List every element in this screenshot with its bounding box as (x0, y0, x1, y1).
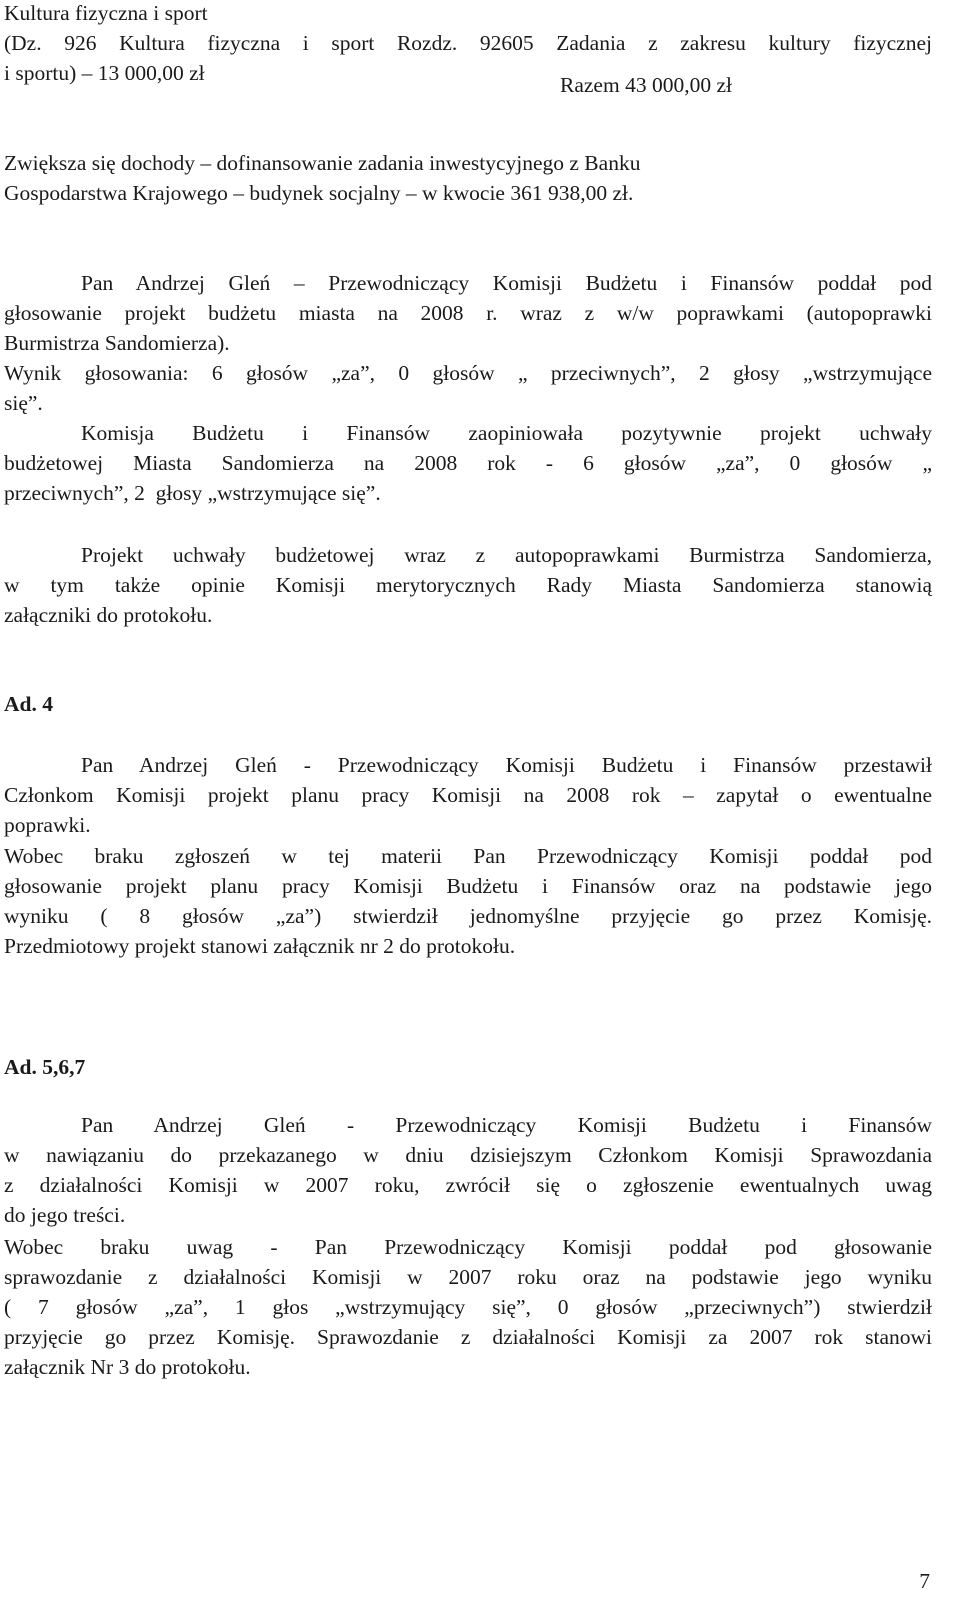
text-line: budżetowej Miasta Sandomierza na 2008 rok - 6 głosów „za”, 0 głosów „ (4, 451, 932, 475)
text-line: załączniki do protokołu. (4, 603, 213, 627)
text-line: sprawozdanie z działalności Komisji w 2007 roku oraz na podstawie jego wyniku (4, 1265, 932, 1289)
text-line: Pan Andrzej Gleń – Przewodniczący Komisji Budżetu i Finansów poddał pod (81, 271, 932, 295)
heading-ad-4: Ad. 4 (4, 692, 53, 716)
text-line: wyniku ( 8 głosów „za”) stwierdził jednomyślne przyjęcie go przez Komisję. (4, 904, 932, 928)
paragraph-projekt-uchwaly (4, 540, 932, 630)
text-line: przyjęcie go przez Komisję. Sprawozdanie z działalności Komisji za 2007 rok stanowi (4, 1325, 932, 1349)
paragraph-ad567-sprawozdanie (4, 1110, 932, 1230)
text-line: się”. (4, 391, 43, 415)
heading-ad-5-6-7: Ad. 5,6,7 (4, 1055, 86, 1079)
text-line: i sportu) – 13 000,00 zł (4, 61, 205, 85)
text-line: Przedmiotowy projekt stanowi załącznik nr 2 do protokołu. (4, 934, 516, 958)
paragraph-glosowanie-budzetu (4, 268, 932, 418)
text-line: Burmistrza Sandomierza). (4, 331, 230, 355)
text-line: Kultura fizyczna i sport (4, 1, 208, 25)
text-line: Członkom Komisji projekt planu pracy Komisji na 2008 rok – zapytał o ewentualne (4, 783, 932, 807)
text-line: Pan Andrzej Gleń - Przewodniczący Komisji Budżetu i Finansów (81, 1113, 932, 1137)
text-line: Projekt uchwały budżetowej wraz z autopoprawkami Burmistrza Sandomierza, (81, 543, 932, 567)
text-line: Wynik głosowania: 6 głosów „za”, 0 głosów „ przeciwnych”, 2 głosy „wstrzymujące (4, 361, 932, 385)
text-line: Zwiększa się dochody – dofinansowanie zadania inwestycyjnego z Banku (4, 151, 641, 175)
paragraph-zwieksza-dochody (4, 148, 932, 208)
paragraph-ad567-glosowanie (4, 1232, 932, 1382)
page-number: 7 (919, 1569, 930, 1593)
text-line: głosowanie projekt planu pracy Komisji Budżetu i Finansów oraz na podstawie jego (4, 874, 932, 898)
section-kultura-fizyczna (4, 0, 932, 88)
text-line: Wobec braku uwag - Pan Przewodniczący Komisji poddał pod głosowanie (4, 1235, 932, 1259)
text-line: ( 7 głosów „za”, 1 głos „wstrzymujący się”, 0 głosów „przeciwnych”) stwierdził (4, 1295, 932, 1319)
text-line: (Dz. 926 Kultura fizyczna i sport Rozdz. 92605 Zadania z zakresu kultury fizycznej (4, 31, 932, 55)
text-line: Gospodarstwa Krajowego – budynek socjalny – w kwocie 361 938,00 zł. (4, 181, 634, 205)
text-line: Komisja Budżetu i Finansów zaopiniowała pozytywnie projekt uchwały (81, 421, 932, 445)
text-line: załącznik Nr 3 do protokołu. (4, 1355, 251, 1379)
text-line: Pan Andrzej Gleń - Przewodniczący Komisji Budżetu i Finansów przestawił (81, 753, 932, 777)
text-line: przeciwnych”, 2 głosy „wstrzymujące się”. (4, 481, 381, 505)
text-line: poprawki. (4, 813, 91, 837)
razem-total: Razem 43 000,00 zł (560, 73, 732, 97)
text-line: do jego treści. (4, 1203, 126, 1227)
paragraph-ad4-glosowanie (4, 841, 932, 961)
text-line: w tym także opinie Komisji merytorycznych Rady Miasta Sandomierza stanowią (4, 573, 932, 597)
paragraph-ad4-plan-pracy (4, 750, 932, 840)
text-line: z działalności Komisji w 2007 roku, zwrócił się o zgłoszenie ewentualnych uwag (4, 1173, 932, 1197)
text-line: głosowanie projekt budżetu miasta na 2008 r. wraz z w/w poprawkami (autopoprawki (4, 301, 932, 325)
text-line: Wobec braku zgłoszeń w tej materii Pan Przewodniczący Komisji poddał pod (4, 844, 932, 868)
paragraph-opinia-komisji (4, 418, 932, 508)
text-line: w nawiązaniu do przekazanego w dniu dzisiejszym Członkom Komisji Sprawozdania (4, 1143, 932, 1167)
